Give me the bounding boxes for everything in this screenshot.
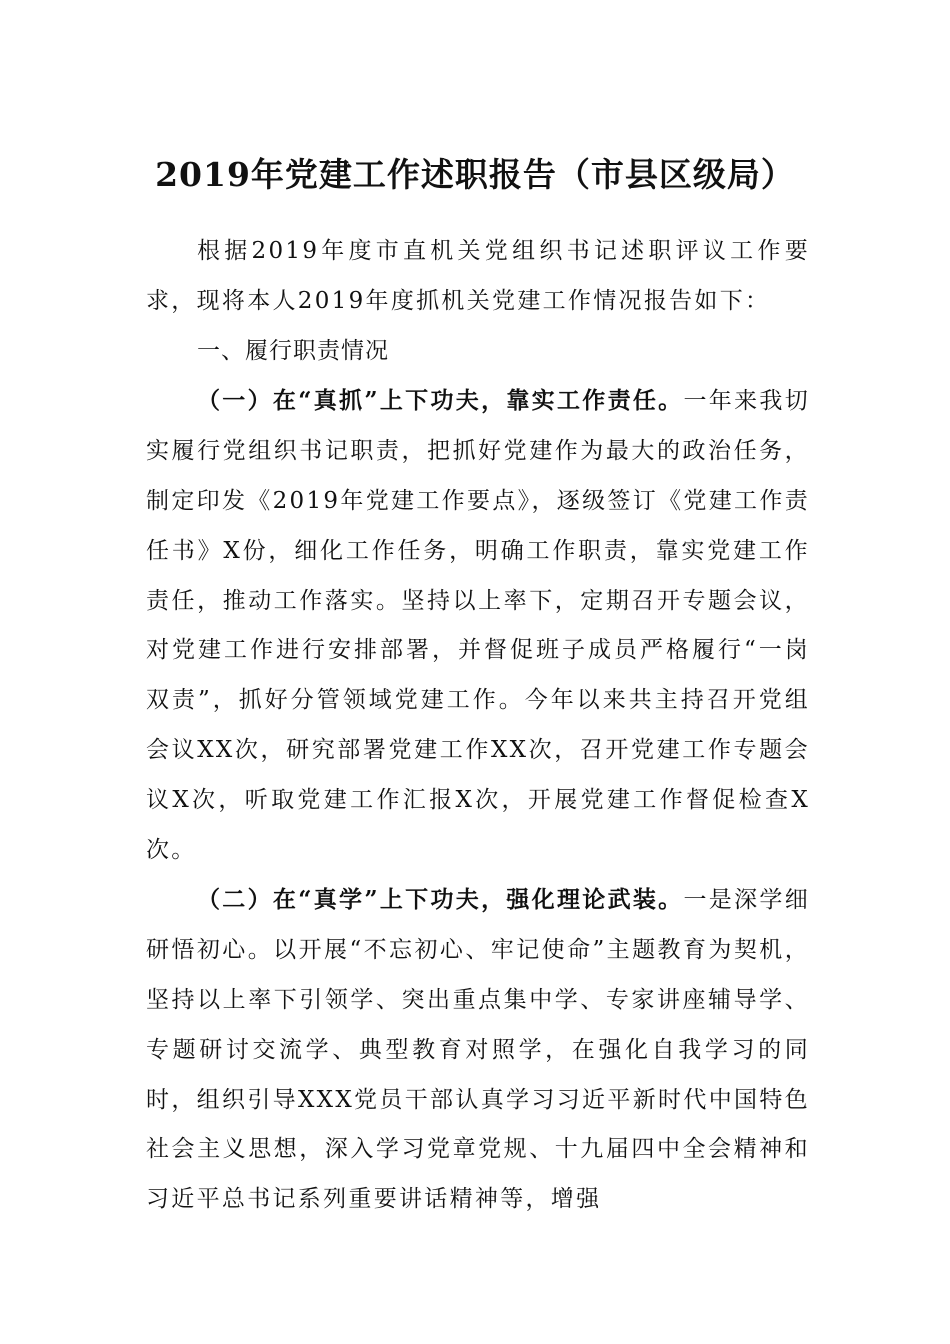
intro-paragraph: 根据2019年度市直机关党组织书记述职评议工作要求，现将本人2019年度抓机关党建工作情况报告如下：	[146, 238, 810, 314]
document-body	[146, 227, 810, 1225]
item-paragraph-1	[146, 376, 810, 875]
item-lead-2: （二）在“真学”上下功夫，强化理论武装。	[197, 886, 684, 914]
document-title: 2019年党建工作述职报告（市县区级局）	[155, 155, 795, 194]
item-paragraph-2	[146, 875, 810, 1225]
item-lead-1: （一）在“真抓”上下功夫，靠实工作责任。	[197, 387, 684, 415]
section-heading: 一、履行职责情况	[197, 337, 389, 364]
item-text-1: 一年来我切实履行党组织书记职责，把抓好党建作为最大的政治任务，制定印发《2019年党建工作要点》，逐级签订《党建工作责任书》X份，细化工作任务，明确工作职责，靠实党建工作责任，推动工作落实。坚持以上率下，定期召开专题会议，对党建工作进行安排部署，并督促班子成员严格履行“一岗双责”，抓好分管领域党建工作。今年以来共主持召开党组会议XX次，研究部署党建工作XX次，召开党建工作专题会议X次，听取党建工作汇报X次，开展党建工作督促检查X次。	[146, 388, 811, 863]
item-text-2: 一是深学细研悟初心。以开展“不忘初心、牢记使命”主题教育为契机，坚持以上率下引领学、突出重点集中学、专家讲座辅导学、专题研讨交流学、典型教育对照学，在强化自我学习的同时，组织引导XXX党员干部认真学习习近平新时代中国特色社会主义思想，深入学习党章党规、十九届四中全会精神和习近平总书记系列重要讲话精神等，增强	[146, 887, 811, 1213]
